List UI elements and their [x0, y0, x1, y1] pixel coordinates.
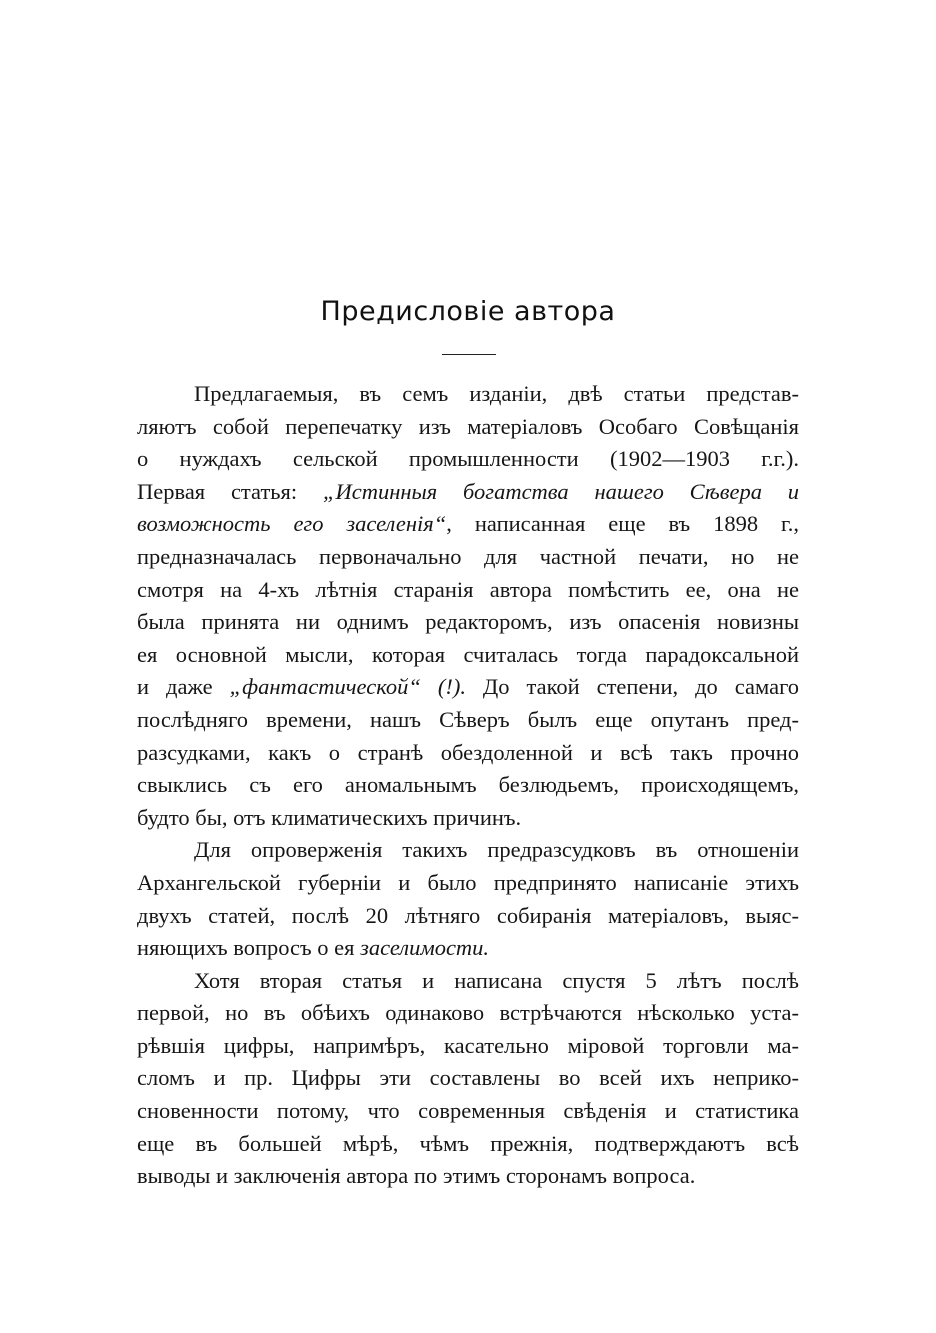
text-line: Хотя вторая статья и написана спустя 5 лѣтъ послѣ — [194, 967, 799, 993]
preface-body — [137, 378, 799, 1193]
page-title: Предисловіе автора — [320, 296, 616, 327]
text-line: предназначалась первоначально для частной печати, но не — [137, 543, 799, 569]
text-line: двухъ статей, послѣ 20 лѣтняго собиранія матеріаловъ, выяс- — [137, 902, 799, 928]
text-line: сновенности потому, что современныя свѣденія и статистика — [137, 1098, 799, 1124]
text-line — [137, 508, 799, 541]
italic-text: заселимости. — [360, 935, 490, 961]
text-line — [137, 476, 799, 509]
text-span: Первая статья: — [137, 478, 323, 504]
text-line: первой, но въ обѣихъ одинаково встрѣчаются нѣсколько уста- — [137, 1000, 799, 1026]
text-line: Архангельской губерніи и было предпринято написаніе этихъ — [137, 869, 799, 895]
paragraph — [137, 965, 799, 1193]
text-line: будто бы, отъ климатическихъ причинъ. — [137, 804, 522, 830]
text-line: послѣдняго времени, нашъ Сѣверъ былъ еще опутанъ пред- — [137, 706, 799, 732]
text-span: няющихъ вопросъ о ея — [137, 935, 361, 961]
text-line — [137, 671, 799, 704]
text-line: рѣвшія цифры, напримѣръ, касательно міровой торговли ма- — [137, 1032, 799, 1058]
text-span: , написанная еще въ 1898 г., — [446, 511, 799, 537]
text-line: еще въ большей мѣрѣ, чѣмъ прежнія, подтверждаютъ всѣ — [137, 1130, 799, 1156]
title-divider — [442, 354, 496, 355]
text-line: ляютъ собой перепечатку изъ матеріаловъ Особаго Совѣщанія — [137, 413, 799, 439]
paragraph — [137, 378, 799, 834]
text-line — [137, 932, 799, 965]
text-line: смотря на 4-хъ лѣтнія старанія автора помѣстить ее, она не — [137, 576, 799, 602]
italic-text: „фантастической“ (!). — [229, 674, 466, 700]
text-line: ея основной мысли, которая считалась тогда парадоксальной — [137, 641, 799, 667]
italic-text: возможность его заселенія“ — [137, 511, 447, 537]
text-line: была принята ни однимъ редакторомъ, изъ опасенія новизны — [137, 609, 799, 635]
text-line: Предлагаемыя, въ семъ изданіи, двѣ статьи представ- — [194, 381, 799, 406]
text-line: разсудками, какъ о странѣ обездоленной и всѣ такъ прочно — [137, 739, 799, 765]
text-span: До такой степени, до самаго — [465, 674, 799, 700]
paragraph — [137, 834, 799, 964]
text-line: Для опроверженія такихъ предразсудковъ въ отношеніи — [194, 837, 799, 863]
text-line: сломъ и пр. Цифры эти составлены во всей ихъ неприко- — [137, 1065, 799, 1091]
text-span: и даже — [137, 674, 230, 700]
text-line: о нуждахъ сельской промышленности (1902—1903 г.г.). — [137, 446, 799, 472]
italic-text: „Истинныя богатства нашего Сѣвера и — [322, 478, 800, 504]
text-line: свыклись съ его аномальнымъ безлюдьемъ, происходящемъ, — [137, 772, 799, 798]
text-line: выводы и заключенія автора по этимъ сторонамъ вопроса. — [137, 1163, 696, 1189]
